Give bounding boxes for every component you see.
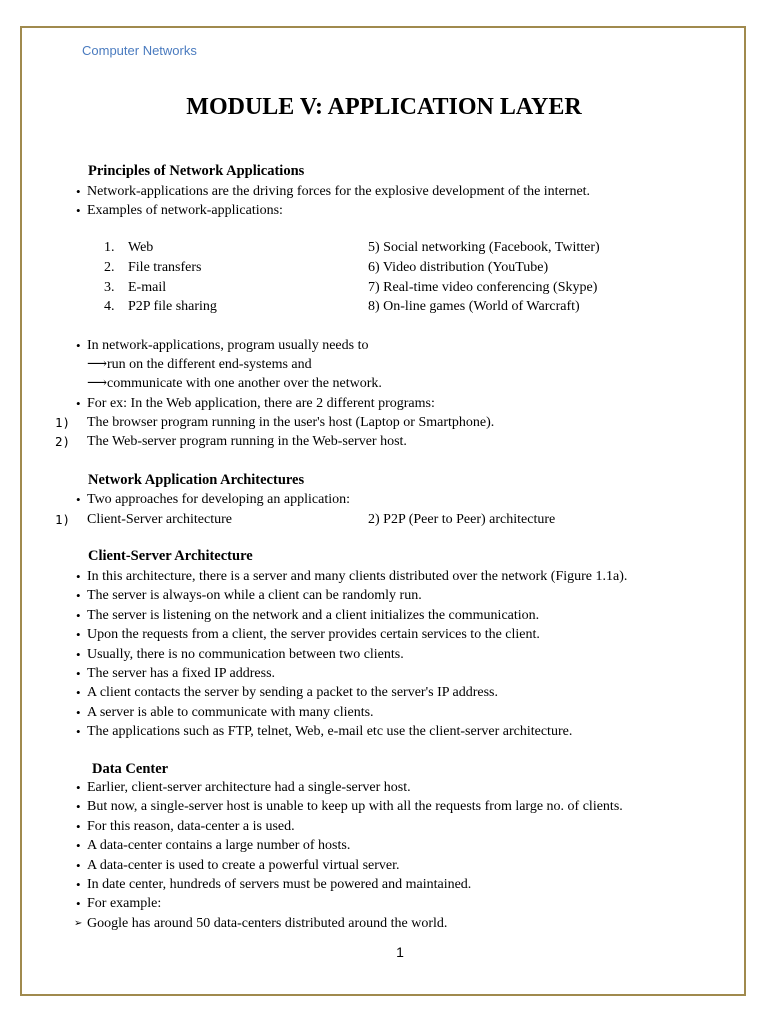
sub-bullet-item bbox=[0, 914, 768, 934]
bullet-text: For example: bbox=[87, 896, 162, 912]
bullet-icon: • bbox=[76, 704, 81, 720]
bullet-icon: • bbox=[76, 877, 81, 892]
bullet-icon: • bbox=[76, 203, 81, 218]
bullet-icon: • bbox=[76, 685, 81, 701]
bullet-icon: • bbox=[76, 184, 81, 199]
bullet-item bbox=[0, 836, 768, 856]
bullet-item bbox=[0, 490, 768, 510]
bullet-icon: • bbox=[76, 627, 81, 643]
numbered-text: The browser program running in the user's host (Laptop or Smartphone). bbox=[87, 415, 495, 430]
bullet-text: A data-center contains a large number of hosts. bbox=[87, 838, 351, 854]
bullet-item bbox=[0, 797, 768, 817]
bullet-icon: • bbox=[76, 607, 81, 623]
bullet-icon: • bbox=[76, 838, 81, 854]
bullet-text: A data-center is used to create a powerful virtual server. bbox=[87, 857, 400, 873]
running-header: Computer Networks bbox=[82, 43, 197, 58]
arrow-right-icon: ⟶ bbox=[87, 376, 108, 391]
bullet-item bbox=[0, 336, 768, 356]
section-heading-client-server: Client-Server Architecture bbox=[88, 548, 253, 564]
example-list-item: 1. bbox=[104, 240, 115, 255]
numbered-item bbox=[0, 432, 768, 452]
bullet-icon: • bbox=[76, 338, 81, 353]
bullet-item bbox=[0, 875, 768, 895]
numbered-item bbox=[0, 510, 768, 530]
arrow-text: communicate with one another over the network. bbox=[107, 376, 382, 391]
bullet-text: The applications such as FTP, telnet, Web, e-mail etc use the client-server architecture. bbox=[87, 724, 573, 740]
bullet-item bbox=[0, 586, 768, 606]
number-marker: 2) bbox=[55, 434, 71, 449]
bullet-text: A client contacts the server by sending a packet to the server's IP address. bbox=[87, 685, 498, 701]
arrow-item bbox=[0, 355, 768, 375]
example-list-item: 2. bbox=[104, 260, 115, 275]
bullet-item bbox=[0, 778, 768, 798]
bullet-text: The server is always-on while a client can be randomly run. bbox=[87, 588, 422, 604]
bullet-text: Network-applications are the driving forces for the explosive development of the internet. bbox=[87, 184, 591, 199]
bullet-item bbox=[0, 856, 768, 876]
bullet-text: In date center, hundreds of servers must be powered and maintained. bbox=[87, 877, 472, 892]
bullet-text: But now, a single-server host is unable to keep up with all the requests from large no. of clients. bbox=[87, 799, 623, 815]
page-number: 1 bbox=[396, 944, 404, 960]
bullet-item bbox=[0, 664, 768, 684]
bullet-text: In this architecture, there is a server and many clients distributed over the network (Figure 1.1a). bbox=[87, 569, 628, 584]
bullet-item bbox=[0, 894, 768, 914]
bullet-icon: • bbox=[76, 666, 81, 681]
bullet-item bbox=[0, 606, 768, 626]
example-list-text: P2P file sharing bbox=[128, 299, 217, 314]
example-list-text: E-mail bbox=[128, 280, 167, 295]
example-list-text: 7) Real-time video conferencing (Skype) bbox=[368, 280, 598, 295]
number-marker: 1) bbox=[55, 415, 71, 430]
bullet-icon: • bbox=[76, 396, 81, 411]
bullet-item bbox=[0, 645, 768, 665]
bullet-text: Examples of network-applications: bbox=[87, 203, 283, 218]
number-marker: 1) bbox=[55, 512, 71, 527]
bullet-icon: • bbox=[76, 780, 81, 795]
section-heading-architectures: Network Application Architectures bbox=[88, 472, 305, 488]
bullet-text: In network-applications, program usually needs to bbox=[87, 338, 369, 353]
bullet-text: Earlier, client-server architecture had a single-server host. bbox=[87, 780, 411, 795]
bullet-icon: • bbox=[76, 857, 81, 873]
bullet-icon: • bbox=[76, 799, 81, 815]
bullet-icon: • bbox=[76, 492, 81, 507]
example-list-item: 4. bbox=[104, 299, 115, 314]
section-heading-data-center: Data Center bbox=[92, 761, 169, 777]
bullet-text: Two approaches for developing an application: bbox=[87, 492, 350, 507]
bullet-text: Usually, there is no communication between two clients. bbox=[87, 646, 404, 662]
numbered-text: Client-Server architecture bbox=[87, 512, 232, 527]
bullet-icon: • bbox=[76, 724, 81, 740]
bullet-icon: • bbox=[76, 569, 81, 584]
bullet-item bbox=[0, 182, 768, 202]
arrow-right-icon: ⟶ bbox=[87, 357, 108, 372]
numbered-text: The Web-server program running in the Web-server host. bbox=[87, 434, 407, 449]
bullet-text: Upon the requests from a client, the server provides certain services to the client. bbox=[87, 627, 540, 643]
bullet-item bbox=[0, 703, 768, 723]
bullet-text: For this reason, data-center a is used. bbox=[87, 818, 295, 834]
numbered-text: 2) P2P (Peer to Peer) architecture bbox=[368, 512, 556, 527]
example-list-text: 8) On-line games (World of Warcraft) bbox=[368, 299, 580, 314]
example-list-text: File transfers bbox=[128, 260, 202, 275]
bullet-item bbox=[0, 394, 768, 414]
bullet-icon: • bbox=[76, 896, 81, 912]
bullet-text: A server is able to communicate with many clients. bbox=[87, 704, 374, 720]
example-list-text: Web bbox=[128, 240, 154, 255]
bullet-item bbox=[0, 817, 768, 837]
example-list-text: 6) Video distribution (YouTube) bbox=[368, 260, 549, 275]
bullet-icon: • bbox=[76, 588, 81, 604]
bullet-item bbox=[0, 201, 768, 221]
arrow-item bbox=[0, 374, 768, 394]
bullet-icon: • bbox=[76, 646, 81, 662]
bullet-text: The server has a fixed IP address. bbox=[87, 666, 276, 681]
section-heading-principles: Principles of Network Applications bbox=[88, 163, 305, 179]
bullet-item bbox=[0, 722, 768, 742]
bullet-icon: • bbox=[76, 818, 81, 834]
example-list-text: 5) Social networking (Facebook, Twitter) bbox=[368, 240, 600, 255]
chevron-right-icon: ➢ bbox=[74, 918, 83, 929]
sub-bullet-text: Google has around 50 data-centers distributed around the world. bbox=[87, 916, 448, 931]
bullet-item bbox=[0, 625, 768, 645]
numbered-item bbox=[0, 413, 768, 433]
bullet-text: For ex: In the Web application, there are 2 different programs: bbox=[87, 396, 435, 411]
bullet-item bbox=[0, 683, 768, 703]
page-title: MODULE V: APPLICATION LAYER bbox=[186, 94, 582, 120]
bullet-text: The server is listening on the network and a client initializes the communication. bbox=[87, 607, 540, 623]
bullet-item bbox=[0, 567, 768, 587]
example-list-item: 3. bbox=[104, 280, 115, 295]
arrow-text: run on the different end-systems and bbox=[107, 357, 312, 372]
